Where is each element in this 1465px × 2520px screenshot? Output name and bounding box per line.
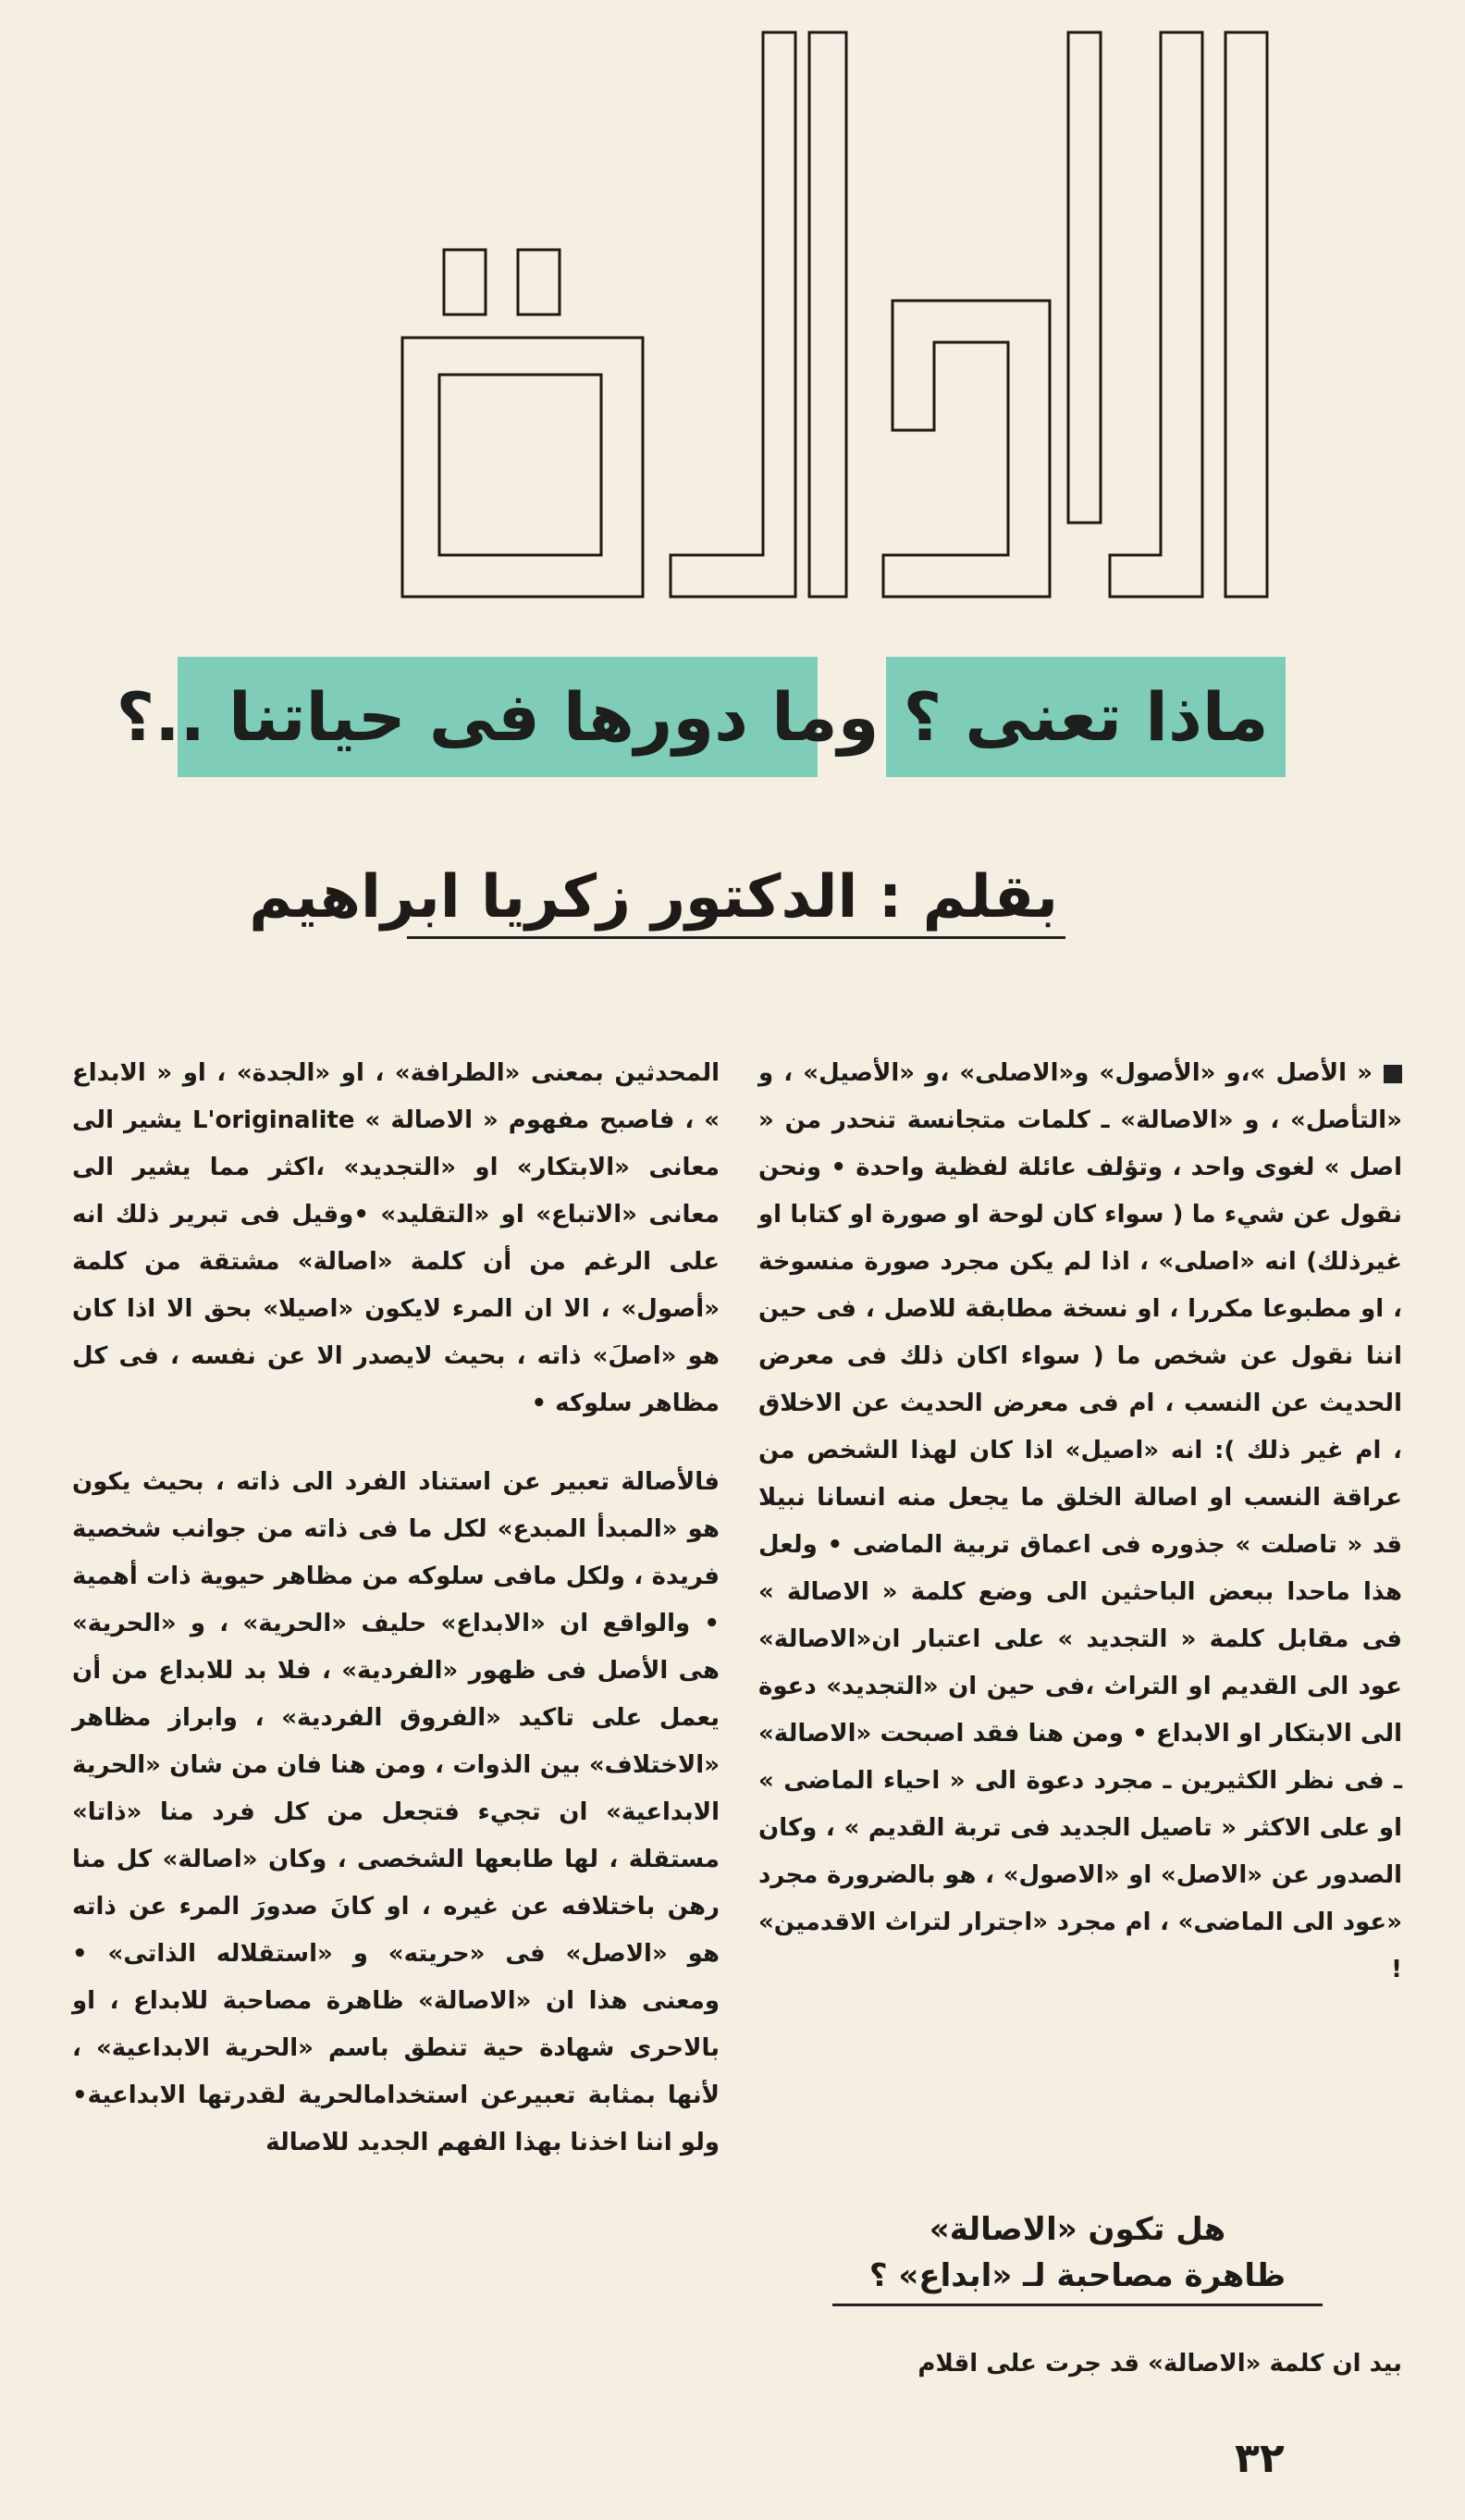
banner-left-text: وما دورها فى حياتنا ..؟ [116, 678, 880, 756]
subheading-line: هل تكون «الاصالة» [929, 2211, 1226, 2248]
article-column-right [758, 1050, 1402, 1994]
banner-question-role [116, 657, 880, 777]
title-calligraphy [365, 23, 1281, 615]
paragraph [758, 1050, 1402, 1994]
subheading-underline [832, 2304, 1323, 2306]
paragraph: فالأصالة تعبير عن استناد الفرد الى ذاته ، بحيث يكون هو «المبدأ المبدع» لكل ما فى ذاته من جوانب شخصية فريدة ، ولكل مافى سلوكه من مظاهر حيوية ذات أهمية • والواقع ان «الابداع» حليف «الحرية» ، و «الحرية» هى الأصل فى ظهور «الفردية» ، فلا بد للابداع من أن يعمل على تاكيد «الفروق الفردية» ، وابراز مظاهر «الاختلاف» بين الذوات ، ومن هنا فان من شان «الحرية الابداعية» ان تجيء فتجعل من كل فرد منا «ذاتا» مستقلة ، لها طابعها الشخصى ، وكان «اصالة» كل منا رهن باختلافه عن غيره ، او كانَ صدورَ المرء عن ذاته هو «الاصل» فى «حريته» و «استقلاله الذاتى» • ومعنى هذا ان «الاصالة» ظاهرة مصاحبة للابداع ، او بالاحرى شهادة حية تنطق باسم «الحرية الابداعية» ، لأنها بمثابة تعبيرعن استخدامالحرية لقدرتها الابداعية• ولو اننا اخذنا بهذا الفهم الجديد للاصالة [72, 1468, 720, 2156]
banner-right-text: ماذا تعنى ؟ [903, 678, 1269, 756]
subheading-line: ظاهرة مصاحبة لـ «ابداع» ؟ [868, 2257, 1286, 2294]
section-subheading [832, 2206, 1323, 2299]
article-column-left [72, 1050, 720, 2167]
byline-underline [407, 936, 1065, 939]
page-number: ٣٢ [1235, 2435, 1285, 2482]
banner-question-meaning [886, 657, 1286, 777]
continued-line: بيد ان كلمة «الاصالة» قد جرت على اقلام [917, 2350, 1402, 2378]
paragraph: المحدثين بمعنى «الطرافة» ، او «الجدة» ، او « الابداع » ، فاصبح مفهوم « الاصالة » L'originalite يشير الى معانى «الابتكار» او «التجديد» ،اكثر مما يشير الى معانى «الاتباع» او «التقليد» •وقيل فى تبرير ذلك انه على الرغم من أن كلمة «اصالة» مشتقة من كلمة «أصول» ، الا ان المرء لايكون «اصيلا» بحق الا اذا كان هو «اصلَ» ذاته ، بحيث لايصدر الا عن نفسه ، فى كل مظاهر سلوكه • [72, 1059, 720, 1417]
paragraph-text: « الأصل »،و «الأصول» و«الاصلى» ،و «الأصيل» ، و «التأصل» ، و «الاصالة» ـ كلمات متجانسة تنحدر من « اصل » لغوى واحد ، وتؤلف عائلة لفظية واحدة • ونحن نقول عن شيء ما ( سواء كان لوحة او صورة او كتابا او غيرذلك) انه «اصلى» ، اذا لم يكن مجرد صورة منسوخة ، او مطبوعا مكررا ، او نسخة مطابقة للاصل ، فى حين اننا نقول عن شخص ما ( سواء اكان ذلك فى معرض الحديث عن النسب ، ام فى معرض الحديث عن الاخلاق ، ام غير ذلك ): انه «اصيل» اذا كان لهذا الشخص من عراقة النسب او اصالة الخلق ما يجعل منه انسانا نبيلا قد « تاصلت » جذوره فى اعماق تربية الماضى • ولعل هذا ماحدا ببعض الباحثين الى وضع كلمة « الاصالة » فى مقابل كلمة « التجديد » على اعتبار ان«الاصالة» عود الى القديم او التراث ،فى حين ان «التجديد» دعوة الى الابتكار او الابداع • ومن هنا فقد اصبحت «الاصالة» ـ فى نظر الكثيرين ـ مجرد دعوة الى « احياء الماضى » او على الاكثر « تاصيل الجديد فى تربة القديم » ، وكان الصدور عن «الاصل» او «الاصول» ، هو بالضرورة مجرد «عود الى الماضى» ، ام مجرد «اجترار لتراث الاقدمين» ! [758, 1059, 1402, 1983]
paragraph-bullet [1384, 1065, 1402, 1083]
byline: بقلم : الدكتور زكريا ابراهيم [249, 863, 1058, 932]
